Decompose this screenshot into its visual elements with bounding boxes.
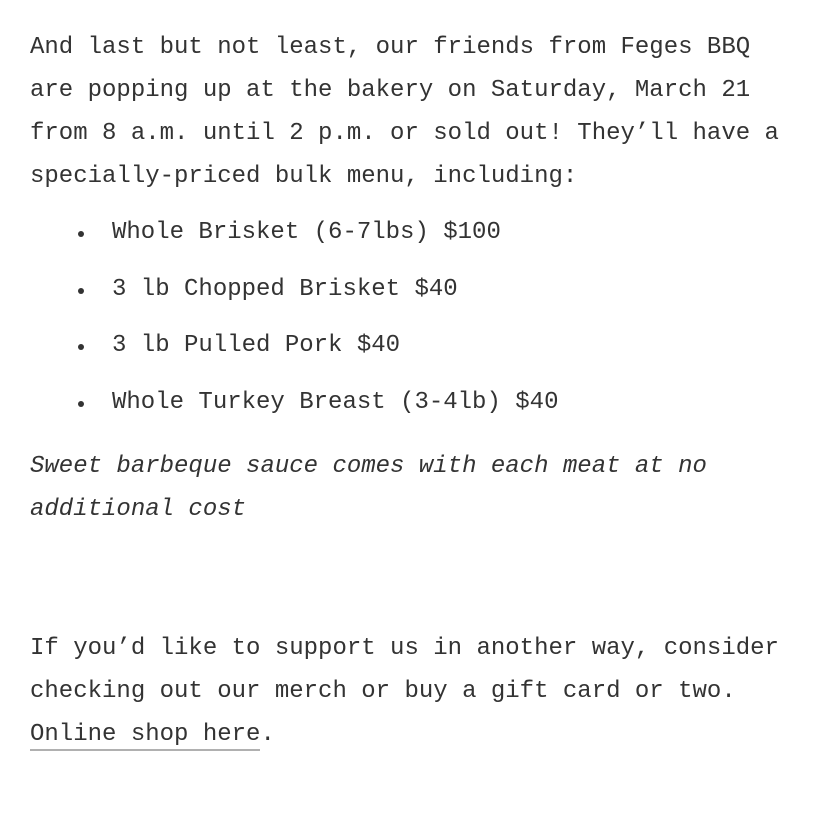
bulk-menu-list xyxy=(30,211,798,437)
bullet-icon xyxy=(78,344,84,350)
support-text: If you’d like to support us in another way, consider checking out our merch or buy a gift card or two. xyxy=(30,635,779,706)
menu-item-label: 3 lb Pulled Pork $40 xyxy=(112,332,401,360)
list-item xyxy=(30,381,798,438)
list-item xyxy=(30,211,798,268)
menu-item-label: Whole Turkey Breast (3-4lb) $40 xyxy=(112,388,559,416)
support-paragraph xyxy=(30,627,798,756)
bullet-icon xyxy=(78,288,84,294)
menu-item-label: 3 lb Chopped Brisket $40 xyxy=(112,275,458,303)
menu-item-label: Whole Brisket (6-7lbs) $100 xyxy=(112,219,501,246)
intro-paragraph: And last but not least, our friends from Feges BBQ are popping up at the bakery on Saturday, March 21 from 8 a.m. until 2 p.m. or sold out! They’ll have a specially-priced bulk menu, including: xyxy=(30,34,779,190)
bullet-icon xyxy=(78,231,84,237)
list-item xyxy=(30,324,798,381)
sauce-note: Sweet barbeque sauce comes with each meat at no additional cost xyxy=(30,453,707,524)
online-shop-link[interactable]: Online shop here xyxy=(30,721,260,751)
support-trailing-punct: . xyxy=(260,721,275,749)
list-item xyxy=(30,268,798,325)
bullet-icon xyxy=(78,401,84,407)
